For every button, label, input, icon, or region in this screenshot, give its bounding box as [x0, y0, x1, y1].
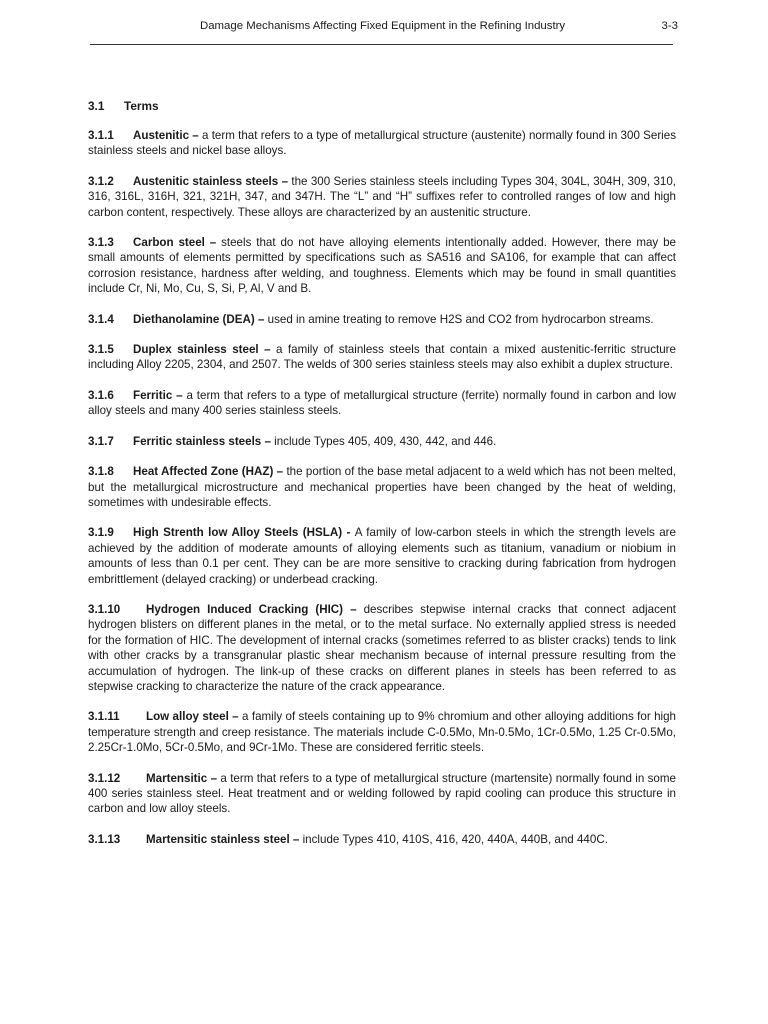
header-rule [90, 44, 673, 45]
term-name: Austenitic [133, 129, 190, 142]
term-austenitic-stainless-steels [88, 174, 676, 220]
term-number: 3.1.1 [88, 129, 114, 142]
term-hydrogen-induced-cracking [88, 602, 676, 694]
term-definition: used in amine treating to remove H2S and CO2 from hydrocarbon streams. [267, 312, 654, 326]
term-number: 3.1.13 [88, 832, 121, 846]
running-header [88, 20, 678, 36]
term-austenitic [88, 128, 676, 159]
term-duplex-stainless-steel [88, 342, 676, 373]
term-name: Austenitic stainless steels [133, 174, 279, 188]
term-separator: – [189, 129, 202, 142]
term-separator: – [172, 388, 187, 402]
term-definition: include Types 410, 410S, 416, 420, 440A, 440B, and 440C. [302, 832, 608, 846]
term-heat-affected-zone [88, 464, 676, 510]
term-low-alloy-steel [88, 709, 676, 755]
term-number: 3.1.8 [88, 465, 114, 479]
term-number: 3.1.6 [88, 388, 114, 402]
term-carbon-steel [88, 235, 676, 297]
term-separator: – [289, 832, 303, 846]
term-separator: - [342, 526, 355, 540]
term-definition: the 300 Series stainless steels including Types 304, 304L, 304H, 309, 310, 316, 316L, 316H, 321, 321H, 347, and 347H. The “L” and “H” suffixes refer to controlled ranges of low and high carbon content, respectively. These alloys are characterized by an austenitic structure. [88, 174, 677, 219]
section-heading [88, 98, 676, 114]
term-name: Duplex stainless steel [133, 343, 259, 357]
term-separator: – [261, 434, 275, 448]
term-definition: describes stepwise internal cracks that connect adjacent hydrogen blisters on different planes in the metal, or to the metal surface. No externally applied stress is needed for the formation of HIC. The development of internal cracks (sometimes referred to as blister cracks) tends to link with other cracks by a transgranular plastic shear mechanism because of internal pressure resulting from the accumulation of hydrogen. The link-up of these cracks on different planes in steels has been referred to as stepwise cracking to characterize the nature of the crack appearance. [88, 602, 676, 693]
term-name: Ferritic stainless steels [133, 434, 262, 448]
term-definition: steels that do not have alloying elements intentionally added. However, there may be small amounts of elements permitted by specifications such as SA516 and SA106, for example that can affect corrosion resistance, hardness after welding, and toughness. Elements which may be found in small quantities include Cr, Ni, Mo, Cu, S, Si, P, Al, V and B. [88, 236, 676, 296]
term-name: High Strenth low Alloy Steels (HSLA) [133, 526, 343, 540]
term-definition: a family of steels containing up to 9% chromium and other alloying additions for high temperature strength and creep resistance. The materials include C-0.5Mo, Mn-0.5Mo, 1Cr-0.5Mo, 1.25 Cr-0.5Mo, 2.25Cr-1.0Mo, 5Cr-0.5Mo, and 9Cr-1Mo. These are considered ferritic steels. [88, 710, 677, 755]
term-definition: include Types 405, 409, 430, 442, and 446. [274, 434, 497, 448]
term-separator: – [207, 771, 221, 785]
term-number: 3.1.3 [88, 236, 114, 250]
term-separator: – [254, 312, 268, 326]
term-definition: a term that refers to a type of metallurgical structure (martensite) normally found in some 400 series stainless steel. Heat treatment and or welding followed by rapid cooling can produce this structure in carbon and low alloy steels. [88, 771, 676, 816]
term-separator: – [273, 465, 287, 479]
header-page-number: 3-3 [661, 20, 678, 32]
term-definition: a family of stainless steels that contain a mixed austenitic-ferritic structure including Alloy 2205, 2304, and 2507. The welds of 300 series stainless steels may also exhibit a duplex structure. [88, 343, 676, 372]
term-number: 3.1.12 [88, 771, 121, 785]
term-definition: the portion of the base metal adjacent to a weld which has not been melted, but the metallurgical microstructure and mechanical properties have been changed by the heat of welding, sometimes with undesirable effects. [88, 465, 677, 509]
term-definition: a term that refers to a type of metallurgical structure (ferrite) normally found in carbon and low alloy steels and many 400 series stainless steels. [88, 388, 676, 418]
term-number: 3.1.10 [88, 602, 121, 616]
term-name: Hydrogen Induced Cracking (HIC) [146, 602, 344, 616]
term-separator: – [258, 343, 276, 357]
term-ferritic-stainless-steels [88, 434, 676, 449]
term-martensitic-stainless-steel [88, 832, 676, 847]
term-name: Low alloy steel [146, 710, 229, 724]
term-separator: – [343, 602, 364, 616]
section-title: Terms [124, 99, 159, 113]
term-name: Martensitic stainless steel [146, 832, 290, 846]
term-number: 3.1.2 [88, 174, 114, 188]
term-separator: – [228, 710, 243, 724]
term-ferritic [88, 388, 676, 419]
term-number: 3.1.5 [88, 343, 114, 357]
term-number: 3.1.11 [88, 710, 120, 724]
term-name: Heat Affected Zone (HAZ) [133, 465, 274, 479]
term-martensitic [88, 771, 676, 817]
term-definition: a term that refers to a type of metallurgical structure (austenite) normally found in 300 Series stainless steels and nickel base alloys. [88, 129, 677, 158]
term-name: Ferritic [133, 388, 173, 402]
term-name: Martensitic [146, 771, 208, 785]
term-diethanolamine [88, 312, 676, 327]
term-hsla [88, 525, 676, 587]
term-number: 3.1.7 [88, 434, 114, 448]
header-title: Damage Mechanisms Affecting Fixed Equipment in the Refining Industry [200, 20, 566, 32]
term-number: 3.1.9 [88, 526, 114, 540]
term-number: 3.1.4 [88, 312, 114, 326]
section-content [88, 98, 676, 862]
section-number: 3.1 [88, 99, 105, 113]
term-definition: A family of low-carbon steels in which the strength levels are achieved by the addition of moderate amounts of alloying elements such as titanium, vanadium or niobium in amounts of less than 0.1 per cent. They can be are more sensitive to cracking during fabrication from hydrogen embrittlement (delayed cracking) or underbead cracking. [88, 526, 676, 586]
term-separator: – [204, 236, 222, 250]
term-separator: – [278, 174, 292, 188]
term-name: Diethanolamine (DEA) [133, 312, 255, 326]
term-name: Carbon steel [133, 236, 205, 250]
